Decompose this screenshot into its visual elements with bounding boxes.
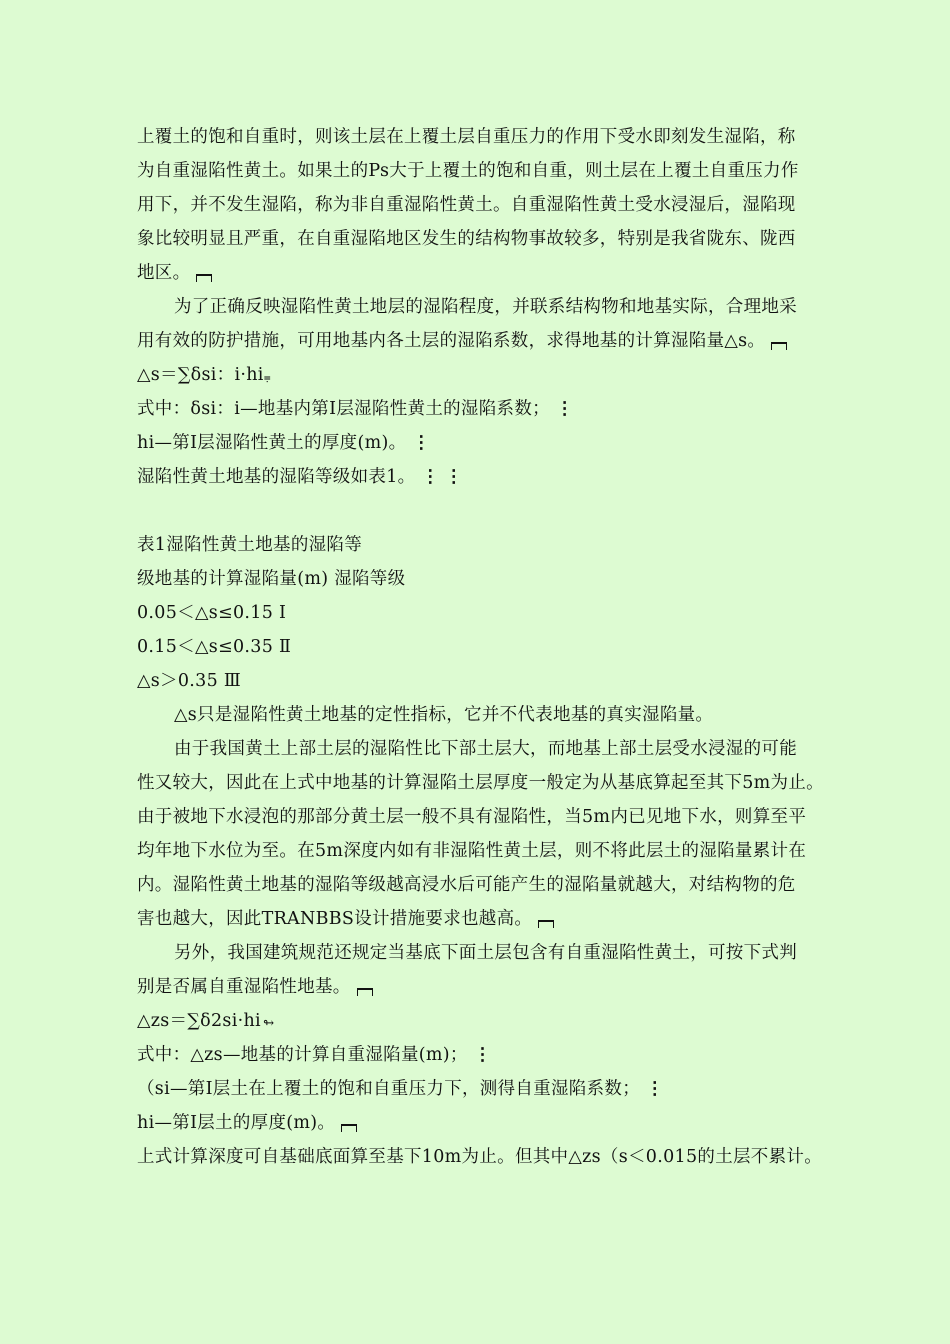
paragraph-line: 内。湿陷性黄土地基的湿陷等级越高浸水后可能产生的湿陷量就越大，对结构物的危 bbox=[137, 875, 796, 895]
paragraph-line: 为了正确反映湿陷性黄土地层的湿陷程度，并联系结构物和地基实际，合理地采 bbox=[174, 297, 797, 317]
formula-definition-text: （si—第Ⅰ层土在上覆土的饱和自重压力下，测得自重湿陷系数； bbox=[137, 1079, 640, 1099]
paragraph-line: 性又较大，因此在上式中地基的计算湿陷土层厚度一般定为从基底算起至其下5m为止。 bbox=[137, 773, 824, 793]
paragraph-line: 由于我国黄土上部土层的湿陷性比下部土层大，而地基上部土层受水浸湿的可能 bbox=[174, 739, 797, 759]
table-row: 0.05＜△s≤0.15 Ⅰ bbox=[137, 603, 287, 623]
line-break-mark-icon: ↬ bbox=[262, 1016, 275, 1031]
paragraph-line: 均年地下水位为至。在5m深度内如有非湿陷性黄土层，则不将此层土的湿陷量累计在 bbox=[137, 841, 807, 861]
paragraph-text: 别是否属自重湿陷性地基。 bbox=[137, 977, 351, 997]
paragraph-line-end bbox=[137, 902, 877, 936]
paragraph-line: 为自重湿陷性黄土。如果土的Ps大于上覆土的饱和自重，则土层在上覆土自重压力作 bbox=[137, 161, 799, 181]
formula-line bbox=[137, 1004, 877, 1038]
paragraph-text: 害也越大，因此TRANBBS设计措施要求也越高。 bbox=[137, 909, 533, 929]
line-break-mark-icon: ⋮ bbox=[412, 433, 436, 453]
paragraph-line: △s只是湿陷性黄土地基的定性指标，它并不代表地基的真实湿陷量。 bbox=[174, 705, 714, 725]
paragraph-mark-icon bbox=[538, 920, 554, 928]
paragraph-line-end bbox=[137, 324, 877, 358]
paragraph-text: 用有效的防护措施，可用地基内各土层的湿陷系数，求得地基的计算湿陷量△s。 bbox=[137, 331, 766, 351]
paragraph-line: 由于被地下水浸泡的那部分黄土层一般不具有湿陷性，当5m内已见地下水，则算至平 bbox=[137, 807, 807, 827]
document-body bbox=[137, 120, 877, 1174]
formula-definition-text: 式中：δsi：i—地基内第Ⅰ层湿陷性黄土的湿陷系数； bbox=[137, 399, 550, 419]
formula-definition-text: hi—第Ⅰ层湿陷性黄土的厚度(m)。 bbox=[137, 433, 407, 453]
formula-definition bbox=[137, 392, 877, 426]
line-break-mark-icon: ⋮ bbox=[646, 1079, 670, 1099]
line-break-mark-icon: ⩦ bbox=[263, 370, 271, 384]
paragraph-line: 上式计算深度可自基础底面算至基下10m为止。但其中△zs（s＜0.015的土层不累计。 bbox=[137, 1147, 822, 1167]
table-row: △s＞0.35 Ⅲ bbox=[137, 671, 242, 691]
table-reference bbox=[137, 460, 877, 494]
paragraph-mark-icon bbox=[357, 988, 373, 996]
formula-text: △zs＝∑δ2si·hi bbox=[137, 1011, 261, 1031]
paragraph-mark-icon bbox=[196, 274, 212, 282]
paragraph-line: 用下，并不发生湿陷，称为非自重湿陷性黄土。自重湿陷性黄土受水浸湿后，湿陷现 bbox=[137, 195, 796, 215]
table-header: 级地基的计算湿陷量(m) 湿陷等级 bbox=[137, 569, 406, 589]
line-break-mark-icon: ⋮⋮ bbox=[421, 467, 469, 487]
paragraph-line-end bbox=[137, 970, 877, 1004]
paragraph-line-end bbox=[137, 256, 877, 290]
paragraph-line: 另外，我国建筑规范还规定当基底下面土层包含有自重湿陷性黄土，可按下式判 bbox=[174, 943, 797, 963]
table-row: 0.15＜△s≤0.35 Ⅱ bbox=[137, 637, 292, 657]
formula-definition bbox=[137, 1072, 877, 1106]
formula-line bbox=[137, 358, 877, 392]
paragraph-line: 上覆土的饱和自重时，则该土层在上覆土层自重压力的作用下受水即刻发生湿陷，称 bbox=[137, 127, 796, 147]
formula-definition bbox=[137, 1106, 877, 1140]
table-reference-text: 湿陷性黄土地基的湿陷等级如表1。 bbox=[137, 467, 416, 487]
paragraph-mark-icon bbox=[771, 342, 787, 350]
formula-definition-text: 式中：△zs—地基的计算自重湿陷量(m)； bbox=[137, 1045, 468, 1065]
blank-line bbox=[137, 494, 877, 528]
paragraph-line: 象比较明显且严重，在自重湿陷地区发生的结构物事故较多，特别是我省陇东、陇西 bbox=[137, 229, 796, 249]
line-break-mark-icon: ⋮ bbox=[555, 399, 580, 419]
formula-definition bbox=[137, 1038, 877, 1072]
formula-definition bbox=[137, 426, 877, 460]
table-title: 表1湿陷性黄土地基的湿陷等 bbox=[137, 535, 363, 555]
formula-definition-text: hi—第Ⅰ层土的厚度(m)。 bbox=[137, 1113, 336, 1133]
paragraph-mark-icon bbox=[341, 1124, 357, 1132]
formula-text: △s＝∑δsi：i·hi bbox=[137, 365, 264, 385]
line-break-mark-icon: ⋮ bbox=[473, 1045, 498, 1065]
paragraph-text: 地区。 bbox=[137, 263, 191, 283]
